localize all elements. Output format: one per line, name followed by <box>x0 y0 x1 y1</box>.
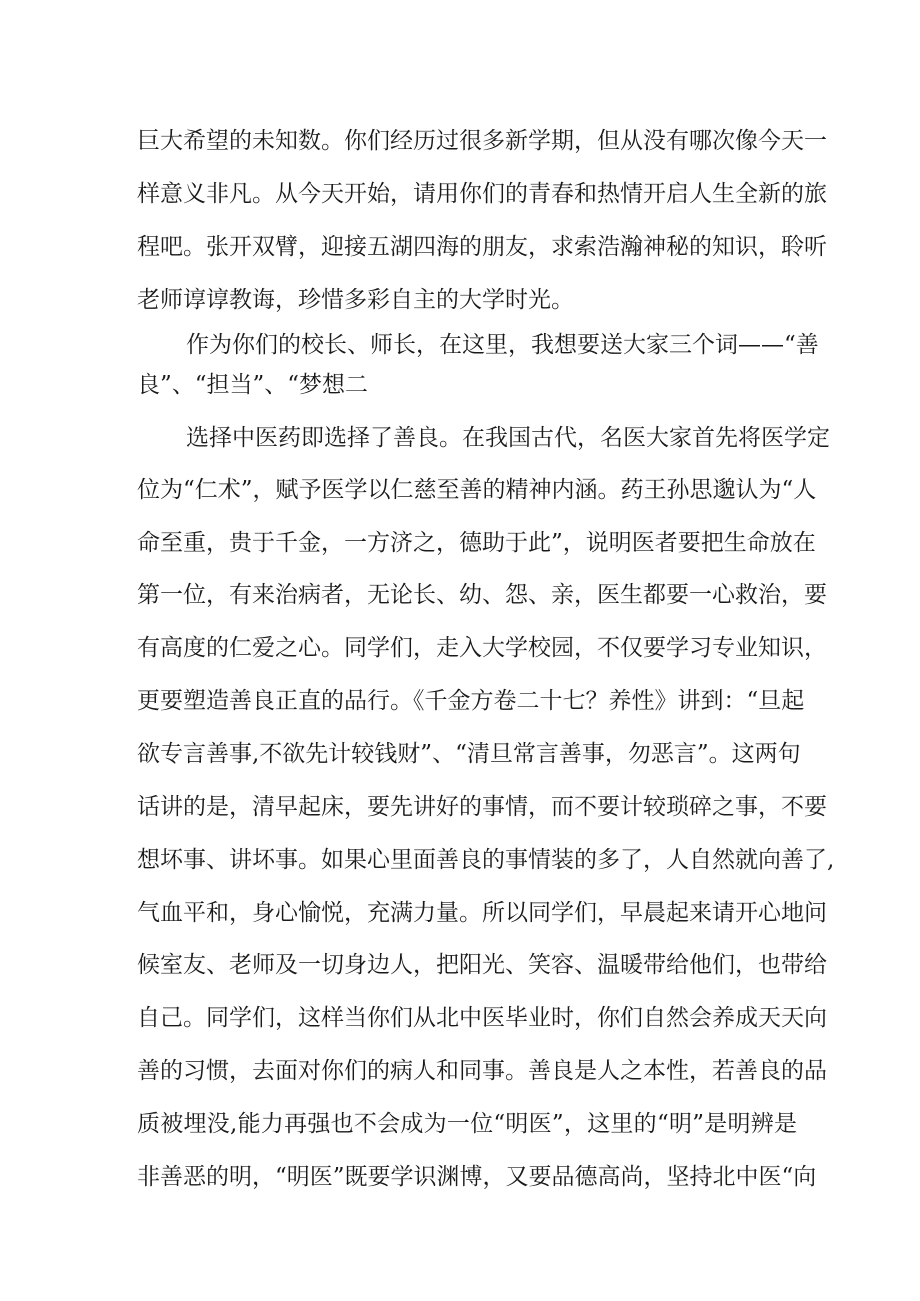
paragraph-1-line-1: 巨大希望的未知数。你们经历过很多新学期，但从没有哪次像今天一 <box>137 128 827 154</box>
paragraph-3-line-7: 欲专言善事,不欲先计较钱财”、“清旦常言善事，勿恶言”。这两句 <box>137 741 801 767</box>
paragraph-1-line-3: 程吧。张开双臂，迎接五湖四海的朋友，求索浩瀚神秘的知识，聆听 <box>137 234 827 260</box>
paragraph-3-line-13: 善的习惯，去面对你们的病人和同事。善良是人之本性，若善良的品 <box>137 1058 827 1084</box>
paragraph-3-line-6: 更要塑造善良正直的品行。《千金方卷二十七？养性》讲到：“旦起 <box>137 688 805 714</box>
paragraph-2-line-2: 良”、“担当”、“梦想二 <box>137 372 369 398</box>
paragraph-3-line-4: 第一位，有来治病者，无论长、幼、怨、亲，医生都要一心救治，要 <box>137 582 827 608</box>
paragraph-3-line-11: 候室友、老师及一切身边人，把阳光、笑容、温暖带给他们，也带给 <box>137 952 827 978</box>
paragraph-3-line-15: 非善恶的明，“明医”既要学识渊博，又要品德高尚，坚持北中医“向 <box>137 1164 817 1190</box>
paragraph-1-line-4: 老师谆谆教诲，珍惜多彩自主的大学时光。 <box>137 287 574 313</box>
paragraph-3-line-2: 位为“仁术”，赋予医学以仁慈至善的精神内涵。药王孙思邈认为“人 <box>137 477 817 503</box>
paragraph-3-line-1: 选择中医药即选择了善良。在我国古代，名医大家首先将医学定 <box>186 425 830 451</box>
paragraph-3-line-10: 气血平和，身心愉悦，充满力量。所以同学们，早晨起来请开心地问 <box>137 900 827 926</box>
paragraph-3-line-9: 想坏事、讲坏事。如果心里面善良的事情装的多了，人自然就向善了, <box>137 847 835 873</box>
paragraph-3-line-12: 自己。同学们，这样当你们从北中医毕业时，你们自然会养成天天向 <box>137 1005 827 1031</box>
paragraph-3-line-3: 命至重，贵于千金，一方济之，德助于此”，说明医者要把生命放在 <box>137 530 816 556</box>
paragraph-2-line-1: 作为你们的校长、师长，在这里，我想要送大家三个词——“善 <box>186 332 819 358</box>
paragraph-1-line-2: 样意义非凡。从今天开始，请用你们的青春和热情开启人生全新的旅 <box>137 181 827 207</box>
paragraph-3-line-5: 有高度的仁爱之心。同学们，走入大学校园，不仅要学习专业知识， <box>137 635 827 661</box>
paragraph-3-line-8: 话讲的是，清早起床，要先讲好的事情，而不要计较琐碎之事，不要 <box>137 794 827 820</box>
paragraph-3-line-14: 质被埋没,能力再强也不会成为一位“明医”，这里的“明”是明辨是 <box>137 1111 797 1137</box>
